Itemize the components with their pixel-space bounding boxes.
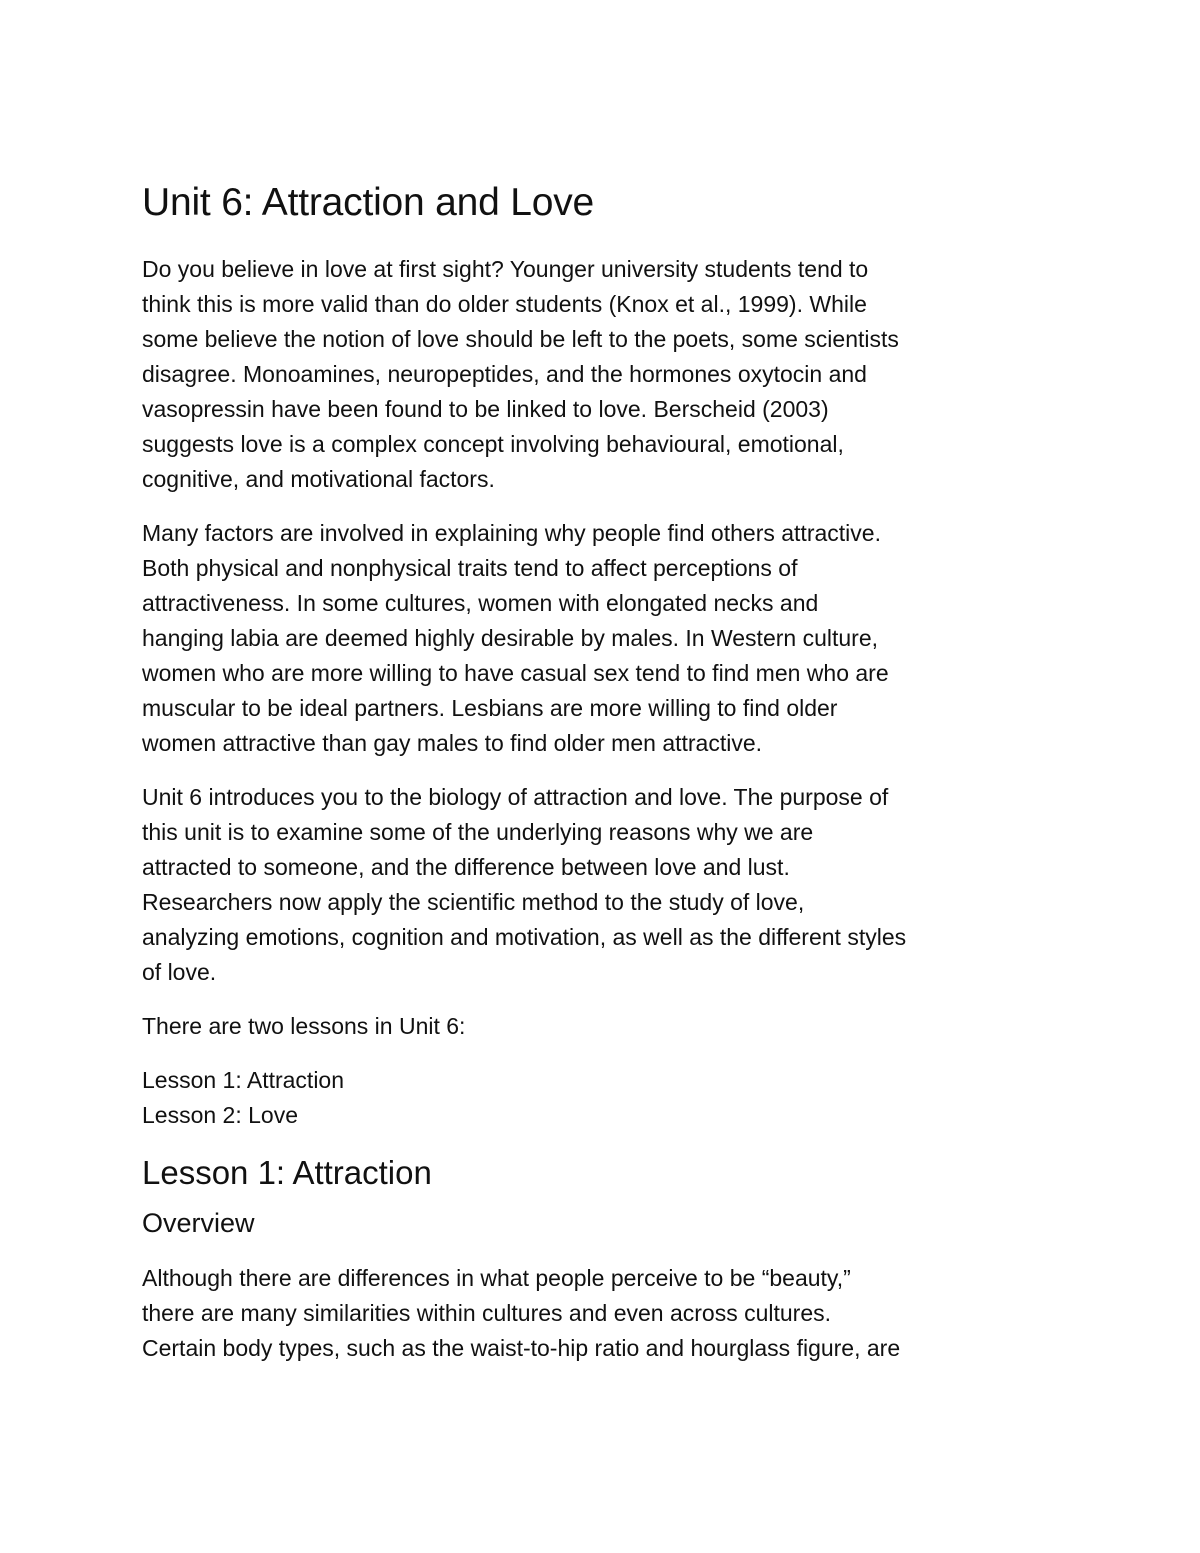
text-line: Many factors are involved in explaining why people find others attractive.: [142, 520, 881, 546]
lessons-intro-paragraph: [142, 1009, 1002, 1044]
intro-paragraph: [142, 252, 1002, 497]
text-line: Do you believe in love at first sight? Younger university students tend to: [142, 256, 869, 282]
text-line: disagree. Monoamines, neuropeptides, and the hormones oxytocin and: [142, 361, 867, 387]
factors-paragraph: [142, 516, 1002, 761]
text-line: there are many similarities within cultures and even across cultures.: [142, 1300, 832, 1326]
text-line: attractiveness. In some cultures, women with elongated necks and: [142, 590, 819, 616]
text-line: Both physical and nonphysical traits tend to affect perceptions of: [142, 555, 798, 581]
lesson-list-item: Lesson 2: Love: [142, 1102, 299, 1128]
overview-paragraph: [142, 1261, 1002, 1366]
subsection-heading: Overview: [142, 1208, 255, 1238]
text-line: Researchers now apply the scientific method to the study of love,: [142, 889, 805, 915]
text-line: this unit is to examine some of the underlying reasons why we are: [142, 819, 814, 845]
text-line: of love.: [142, 959, 217, 985]
text-line: cognitive, and motivational factors.: [142, 466, 495, 492]
text-line: suggests love is a complex concept involving behavioural, emotional,: [142, 431, 844, 457]
text-line: analyzing emotions, cognition and motivation, as well as the different styles: [142, 924, 907, 950]
text-line: muscular to be ideal partners. Lesbians are more willing to find older: [142, 695, 838, 721]
text-line: Although there are differences in what people perceive to be “beauty,”: [142, 1265, 851, 1291]
text-line: think this is more valid than do older students (Knox et al., 1999). While: [142, 291, 867, 317]
text-line: There are two lessons in Unit 6:: [142, 1013, 466, 1039]
unit-intro-paragraph: [142, 780, 1002, 990]
lesson-list-item: Lesson 1: Attraction: [142, 1067, 345, 1093]
text-line: women attractive than gay males to find older men attractive.: [142, 730, 763, 756]
text-line: Unit 6 introduces you to the biology of attraction and love. The purpose of: [142, 784, 889, 810]
document-body: [142, 178, 1002, 1385]
text-line: Certain body types, such as the waist-to-hip ratio and hourglass figure, are: [142, 1335, 901, 1361]
text-line: hanging labia are deemed highly desirable by males. In Western culture,: [142, 625, 878, 651]
text-line: some believe the notion of love should be left to the poets, some scientists: [142, 326, 899, 352]
text-line: women who are more willing to have casual sex tend to find men who are: [142, 660, 889, 686]
text-line: vasopressin have been found to be linked to love. Berscheid (2003): [142, 396, 829, 422]
lesson-list: [142, 1063, 1002, 1133]
section-heading: Lesson 1: Attraction: [142, 1154, 432, 1191]
text-line: attracted to someone, and the difference between love and lust.: [142, 854, 790, 880]
page-title: Unit 6: Attraction and Love: [142, 181, 595, 224]
